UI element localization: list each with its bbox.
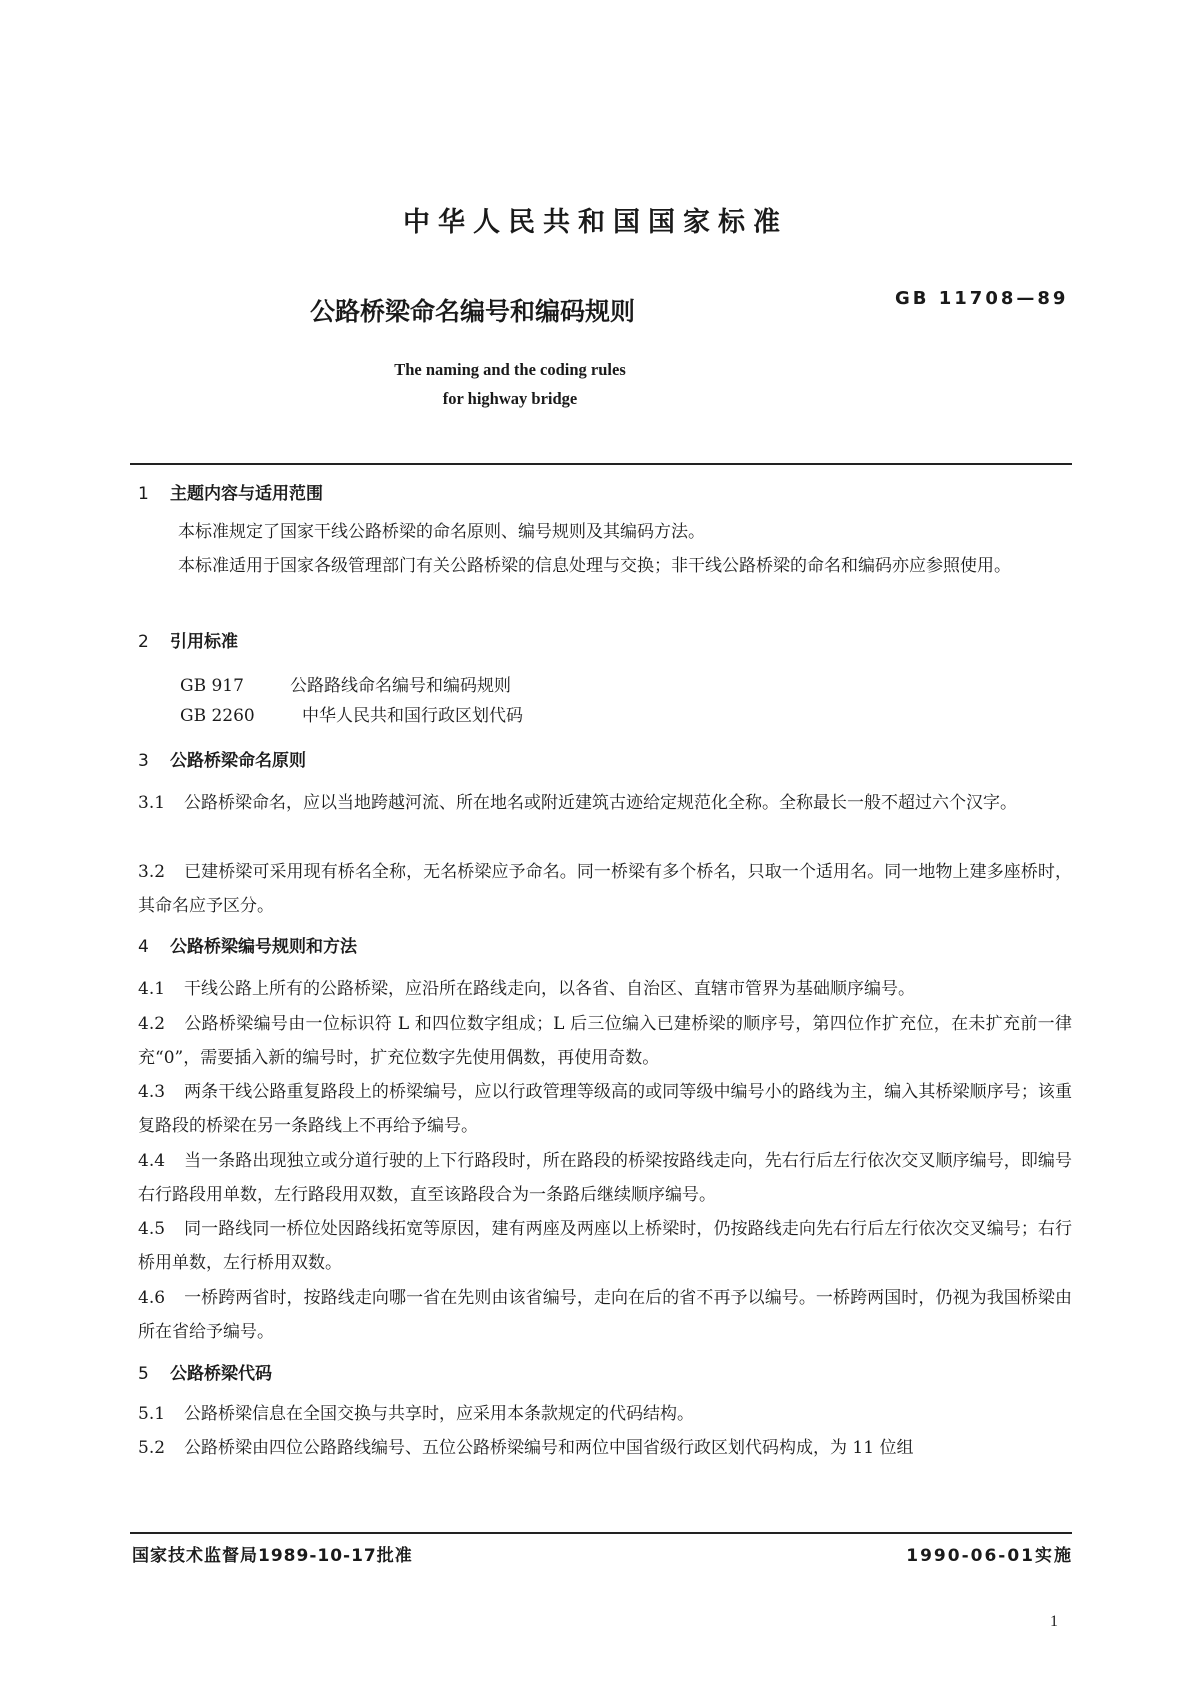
national-standard-heading: 中华人民共和国国家标准 [403,207,788,238]
reference-title: 公路路线命名编号和编码规则 [290,676,511,696]
section-title: 公路桥梁编号规则和方法 [170,937,357,957]
implementation-line: 1990-06-01实施 [906,1546,1073,1566]
reference-code: GB 917 [180,676,244,696]
clause-number: 5.2 [138,1438,166,1458]
clause-number: 4.6 [138,1288,166,1308]
footer-divider [130,1532,1072,1534]
standard-title-en [0,355,1020,413]
clause-4-4 [138,1144,1072,1212]
clause-number: 3.1 [138,793,166,813]
clause-4-5 [138,1212,1072,1280]
section-title: 引用标准 [170,632,238,652]
clause-text: 两条干线公路重复路段上的桥梁编号，应以行政管理等级高的或同等级中编号小的路线为主，编入其桥梁顺序号；该重复路段的桥梁在另一条路线上不再给予编号。 [138,1082,1072,1136]
reference-item-1 [180,671,511,696]
section-1-heading [138,479,323,504]
clause-number: 4.5 [138,1219,166,1239]
clause-number: 4.2 [138,1014,166,1034]
clause-text: 干线公路上所有的公路桥梁，应沿所在路线走向，以各省、自治区、直辖市管界为基础顺序编号。 [184,979,915,999]
section-number: 3 [138,751,149,771]
section-title: 公路桥梁命名原则 [170,751,306,771]
section-number: 5 [138,1364,149,1384]
clause-text: 同一路线同一桥位处因路线拓宽等原因，建有两座及两座以上桥梁时，仍按路线走向先右行后左行依次交叉编号；右行桥用单数，左行桥用双数。 [138,1219,1072,1273]
clause-text: 当一条路出现独立或分道行驶的上下行路段时，所在路段的桥梁按路线走向，先右行后左行依次交叉顺序编号，即编号右行路段用单数，左行路段用双数，直至该路段合为一条路后继续顺序编号。 [138,1151,1072,1205]
section-1-paragraph-1: 本标准规定了国家干线公路桥梁的命名原则、编号规则及其编码方法。 [178,522,705,542]
clause-text: 公路桥梁信息在全国交换与共享时，应采用本条款规定的代码结构。 [184,1404,694,1424]
standard-code: GB 11708—89 [895,288,1069,309]
approval-line: 国家技术监督局1989-10-17批准 [132,1546,413,1566]
standard-title-en-line2: for highway bridge [442,389,578,408]
standard-title-cn: 公路桥梁命名编号和编码规则 [310,297,636,326]
section-number: 2 [138,632,149,652]
section-title: 主题内容与适用范围 [170,484,323,504]
reference-title: 中华人民共和国行政区划代码 [302,706,523,726]
clause-text: 已建桥梁可采用现有桥名全称，无名桥梁应予命名。同一桥梁有多个桥名，只取一个适用名。同一地物上建多座桥时，其命名应予区分。 [138,862,1072,916]
clause-5-1 [138,1397,1072,1431]
clause-4-1 [138,972,1072,1006]
clause-5-2 [138,1431,1072,1465]
section-3-heading [138,746,306,771]
clause-number: 3.2 [138,862,166,882]
header-divider [130,463,1072,465]
reference-code: GB 2260 [180,706,255,726]
section-title: 公路桥梁代码 [170,1364,272,1384]
clause-text: 公路桥梁命名，应以当地跨越河流、所在地名或附近建筑古迹给定规范化全称。全称最长一般不超过六个汉字。 [184,793,1017,813]
standard-title-en-line1: The naming and the coding rules [394,360,626,379]
section-4-heading [138,932,357,957]
page-number: 1 [1050,1613,1058,1630]
clause-3-2 [138,855,1072,923]
reference-item-2 [180,701,523,726]
clause-4-2 [138,1007,1072,1075]
section-number: 4 [138,937,149,957]
clause-4-6 [138,1281,1072,1349]
section-5-heading [138,1359,272,1384]
clause-text: 公路桥梁编号由一位标识符 L 和四位数字组成；L 后三位编入已建桥梁的顺序号，第四位作扩充位，在未扩充前一律充“0”，需要插入新的编号时，扩充位数字先使用偶数，再使用奇数。 [138,1014,1072,1068]
clause-number: 4.1 [138,979,166,999]
clause-number: 5.1 [138,1404,166,1424]
section-2-heading [138,627,238,652]
clause-text: 公路桥梁由四位公路路线编号、五位公路桥梁编号和两位中国省级行政区划代码构成，为 11 位组 [184,1438,914,1458]
clause-4-3 [138,1075,1072,1143]
clause-number: 4.4 [138,1151,166,1171]
clause-text: 一桥跨两省时，按路线走向哪一省在先则由该省编号，走向在后的省不再予以编号。一桥跨两国时，仍视为我国桥梁由所在省给予编号。 [138,1288,1072,1342]
section-number: 1 [138,484,149,504]
clause-number: 4.3 [138,1082,166,1102]
section-1-paragraph-2: 本标准适用于国家各级管理部门有关公路桥梁的信息处理与交换；非干线公路桥梁的命名和编码亦应参照使用。 [178,556,1011,576]
clause-3-1 [138,786,1072,820]
